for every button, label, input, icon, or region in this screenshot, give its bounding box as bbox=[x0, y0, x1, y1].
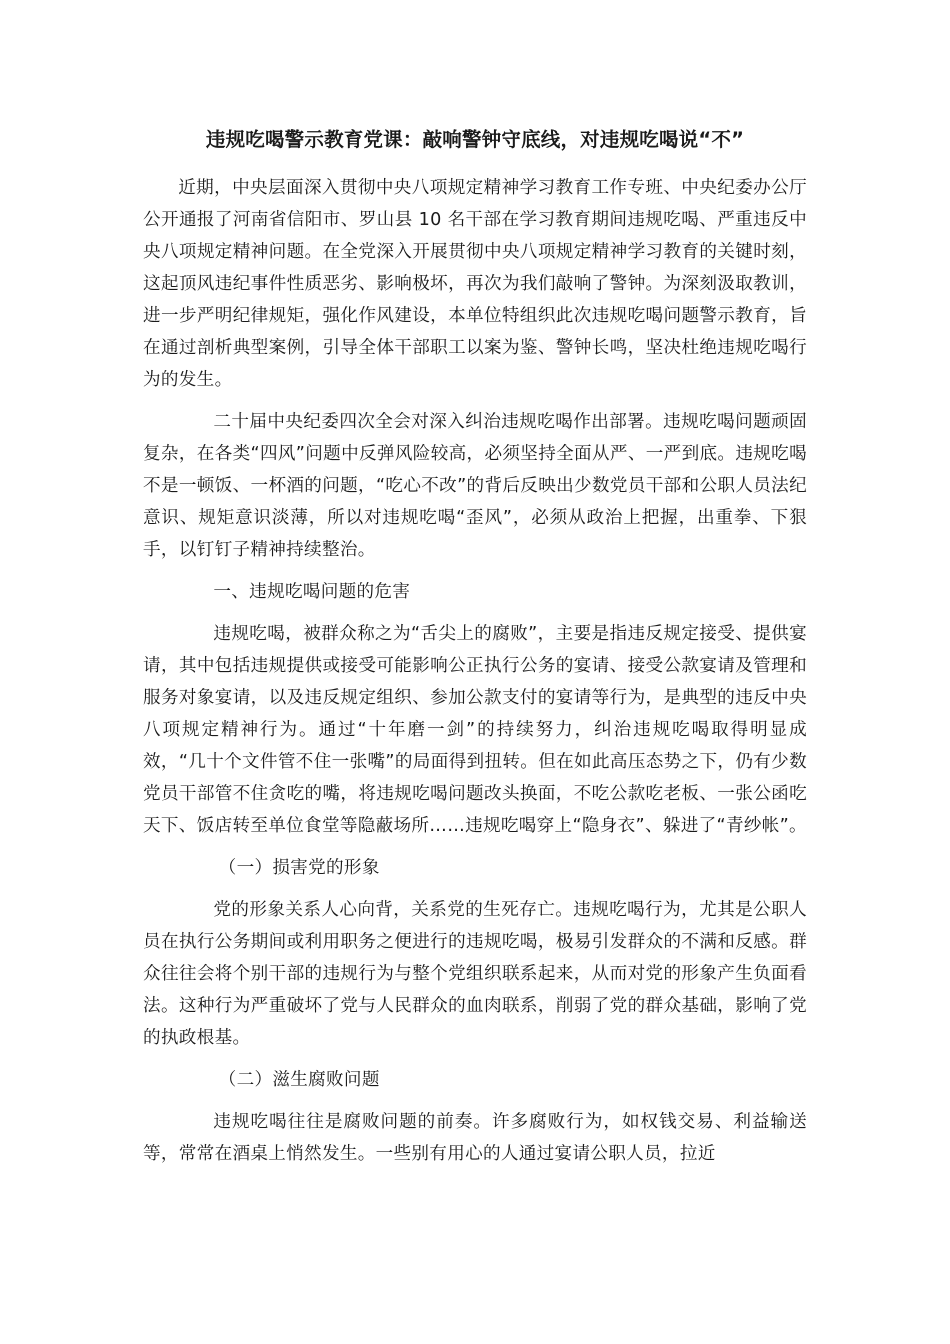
paragraph-definition: 违规吃喝，被群众称之为“舌尖上的腐败”，主要是指违反规定接受、提供宴请，其中包括违规提供或接受可能影响公正执行公务的宴请、接受公款宴请及管理和服务对象宴请，以及违反规定组织、参加公款支付的宴请等行为，是典型的违反中央八项规定精神行为。通过“十年磨一剑”的持续努力，纠治违规吃喝取得明显成效，“几十个文件管不住一张嘴”的局面得到扭转。但在如此高压态势之下，仍有少数党员干部管不住贪吃的嘴，将违规吃喝问题改头换面，不吃公款吃老板、一张公函吃天下、饭店转至单位食堂等隐蔽场所……违规吃喝穿上“隐身衣”、躲进了“青纱帐”。 bbox=[143, 624, 807, 836]
section-heading-harms: 一、违规吃喝问题的危害 bbox=[213, 582, 411, 602]
paragraph-corruption: 违规吃喝往往是腐败问题的前奏。许多腐败行为，如权钱交易、利益输送等，常常在酒桌上悄然发生。一些别有用心的人通过宴请公职人员，拉近 bbox=[143, 1112, 807, 1164]
subheading-corruption: （二）滋生腐败问题 bbox=[218, 1070, 380, 1090]
subheading-party-image: （一）损害党的形象 bbox=[218, 858, 380, 878]
paragraph-party-image: 党的形象关系人心向背，关系党的生死存亡。违规吃喝行为，尤其是公职人员在执行公务期间或利用职务之便进行的违规吃喝，极易引发群众的不满和反感。群众往往会将个别干部的违规行为与整个党组织联系起来，从而对党的形象产生负面看法。这种行为严重破坏了党与人民群众的血肉联系，削弱了党的群众基础，影响了党的执政根基。 bbox=[143, 900, 807, 1048]
paragraph-plenary-deployment: 二十届中央纪委四次全会对深入纠治违规吃喝作出部署。违规吃喝问题顽固复杂，在各类“四风”问题中反弹风险较高，必须坚持全面从严、一严到底。违规吃喝不是一顿饭、一杯酒的问题，“吃心不改”的背后反映出少数党员干部和公职人员法纪意识、规矩意识淡薄，所以对违规吃喝“歪风”，必须从政治上把握，出重拳、下狠手，以钉钉子精神持续整治。 bbox=[143, 412, 807, 560]
paragraph-intro: 近期，中央层面深入贯彻中央八项规定精神学习教育工作专班、中央纪委办公厅公开通报了河南省信阳市、罗山县 10 名干部在学习教育期间违规吃喝、严重违反中央八项规定精神问题。在全党深入开展贯彻中央八项规定精神学习教育的关键时刻，这起顶风违纪事件性质恶劣、影响极坏，再次为我们敲响了警钟。为深刻汲取教训，进一步严明纪律规矩，强化作风建设，本单位特组织此次违规吃喝问题警示教育，旨在通过剖析典型案例，引导全体干部职工以案为鉴、警钟长鸣，坚决杜绝违规吃喝行为的发生。 bbox=[143, 178, 807, 390]
document-page bbox=[143, 124, 807, 1180]
document-title: 违规吃喝警示教育党课：敲响警钟守底线，对违规吃喝说“不” bbox=[205, 128, 745, 151]
